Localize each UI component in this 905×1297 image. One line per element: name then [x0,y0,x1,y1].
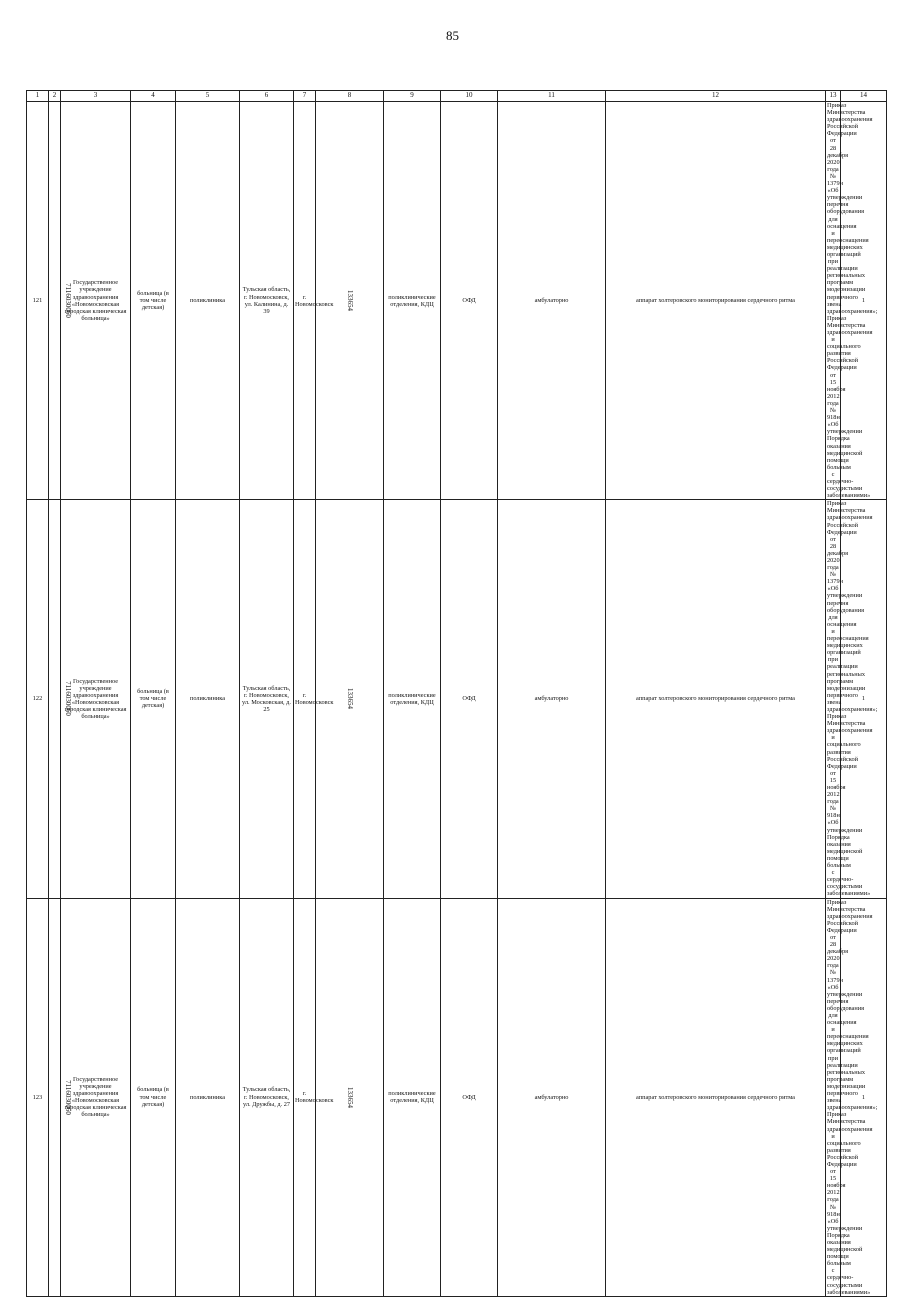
funding: ОФД [441,500,498,898]
equipment-registry-table [26,90,887,1297]
org-code: 7116030060 [49,102,61,500]
table-row [27,500,887,898]
address: Тульская область, г. Новомосковск, ул. Московская, д. 25 [240,500,294,898]
column-number: 5 [176,91,240,102]
org-code: 7116030060 [49,500,61,898]
registry-id: 133654 [316,898,384,1296]
row-number: 121 [27,102,49,500]
care-form: амбулаторно [498,102,606,500]
column-number: 4 [131,91,176,102]
quantity: 1 [841,500,887,898]
column-number: 10 [441,91,498,102]
legal-basis: Приказ Министерства здравоохранения Российской Федерации от 28 декабря 2020 года № 1379н «Об утверждении перечня оборудования для оснащения и переоснащения медицинских организаций при реализации региональных программ модернизации первичного звена здравоохранения»; Приказ Министерства здравоохранения и социального развития Российской Федерации от 15 ноября 2012 года № 918н «Об утверждении Порядка оказания медицинской помощи больным с сердечно-сосудистыми заболеваниями» [827,898,878,1296]
column-number: 3 [61,91,131,102]
unit-type: поликлиника [176,500,240,898]
column-number: 11 [498,91,606,102]
organization-name: Государственное учреждение здравоохранения «Новомосковская городская клиническая больница» [61,898,131,1296]
column-number: 13 [826,91,841,102]
equipment: аппарат холтеровского мониторирования сердечного ритма [606,500,826,898]
quantity: 1 [841,102,887,500]
legal-basis: Приказ Министерства здравоохранения Российской Федерации от 28 декабря 2020 года № 1379н «Об утверждении перечня оборудования для оснащения и переоснащения медицинских организаций при реализации региональных программ модернизации первичного звена здравоохранения»; Приказ Министерства здравоохранения и социального развития Российской Федерации от 15 ноября 2012 года № 918н «Об утверждении Порядка оказания медицинской помощи больным с сердечно-сосудистыми заболеваниями» [827,102,878,500]
column-number: 7 [294,91,316,102]
column-number: 6 [240,91,294,102]
row-number: 123 [27,898,49,1296]
institution-type: больница (в том числе детская) [131,500,176,898]
column-number-row [27,91,887,102]
institution-type: больница (в том числе детская) [131,102,176,500]
address: Тульская область, г. Новомосковск, ул. Дружбы, д. 27 [240,898,294,1296]
equipment: аппарат холтеровского мониторирования сердечного ритма [606,898,826,1296]
column-number: 1 [27,91,49,102]
address: Тульская область, г. Новомосковск, ул. Калинина, д. 39 [240,102,294,500]
care-form: амбулаторно [498,500,606,898]
unit-type: поликлиника [176,102,240,500]
funding: ОФД [441,898,498,1296]
funding: ОФД [441,102,498,500]
institution-type: больница (в том числе детская) [131,898,176,1296]
unit-type: поликлиника [176,898,240,1296]
registry-id: 133654 [316,102,384,500]
row-number: 122 [27,500,49,898]
department: поликлинические отделения, КДЦ [384,898,441,1296]
organization-name: Государственное учреждение здравоохранения «Новомосковская городская клиническая больница» [61,500,131,898]
department: поликлинические отделения, КДЦ [384,500,441,898]
column-number: 12 [606,91,826,102]
registry-id: 133654 [316,500,384,898]
table-row [27,898,887,1296]
column-number: 2 [49,91,61,102]
org-code: 7116030060 [49,898,61,1296]
city: г. Новомосковск [294,500,316,898]
column-number: 8 [316,91,384,102]
column-number: 14 [841,91,887,102]
organization-name: Государственное учреждение здравоохранения «Новомосковская городская клиническая больница» [61,102,131,500]
department: поликлинические отделения, КДЦ [384,102,441,500]
equipment: аппарат холтеровского мониторирования сердечного ритма [606,102,826,500]
city: г. Новомосковск [294,898,316,1296]
city: г. Новомосковск [294,102,316,500]
legal-basis: Приказ Министерства здравоохранения Российской Федерации от 28 декабря 2020 года № 1379н «Об утверждении перечня оборудования для оснащения и переоснащения медицинских организаций при реализации региональных программ модернизации первичного звена здравоохранения»; Приказ Министерства здравоохранения и социального развития Российской Федерации от 15 ноября 2012 года № 918н «Об утверждении Порядка оказания медицинской помощи больным с сердечно-сосудистыми заболеваниями» [827,500,878,898]
quantity: 1 [841,898,887,1296]
care-form: амбулаторно [498,898,606,1296]
page-number: 85 [446,28,459,43]
column-number: 9 [384,91,441,102]
table-row [27,102,887,500]
